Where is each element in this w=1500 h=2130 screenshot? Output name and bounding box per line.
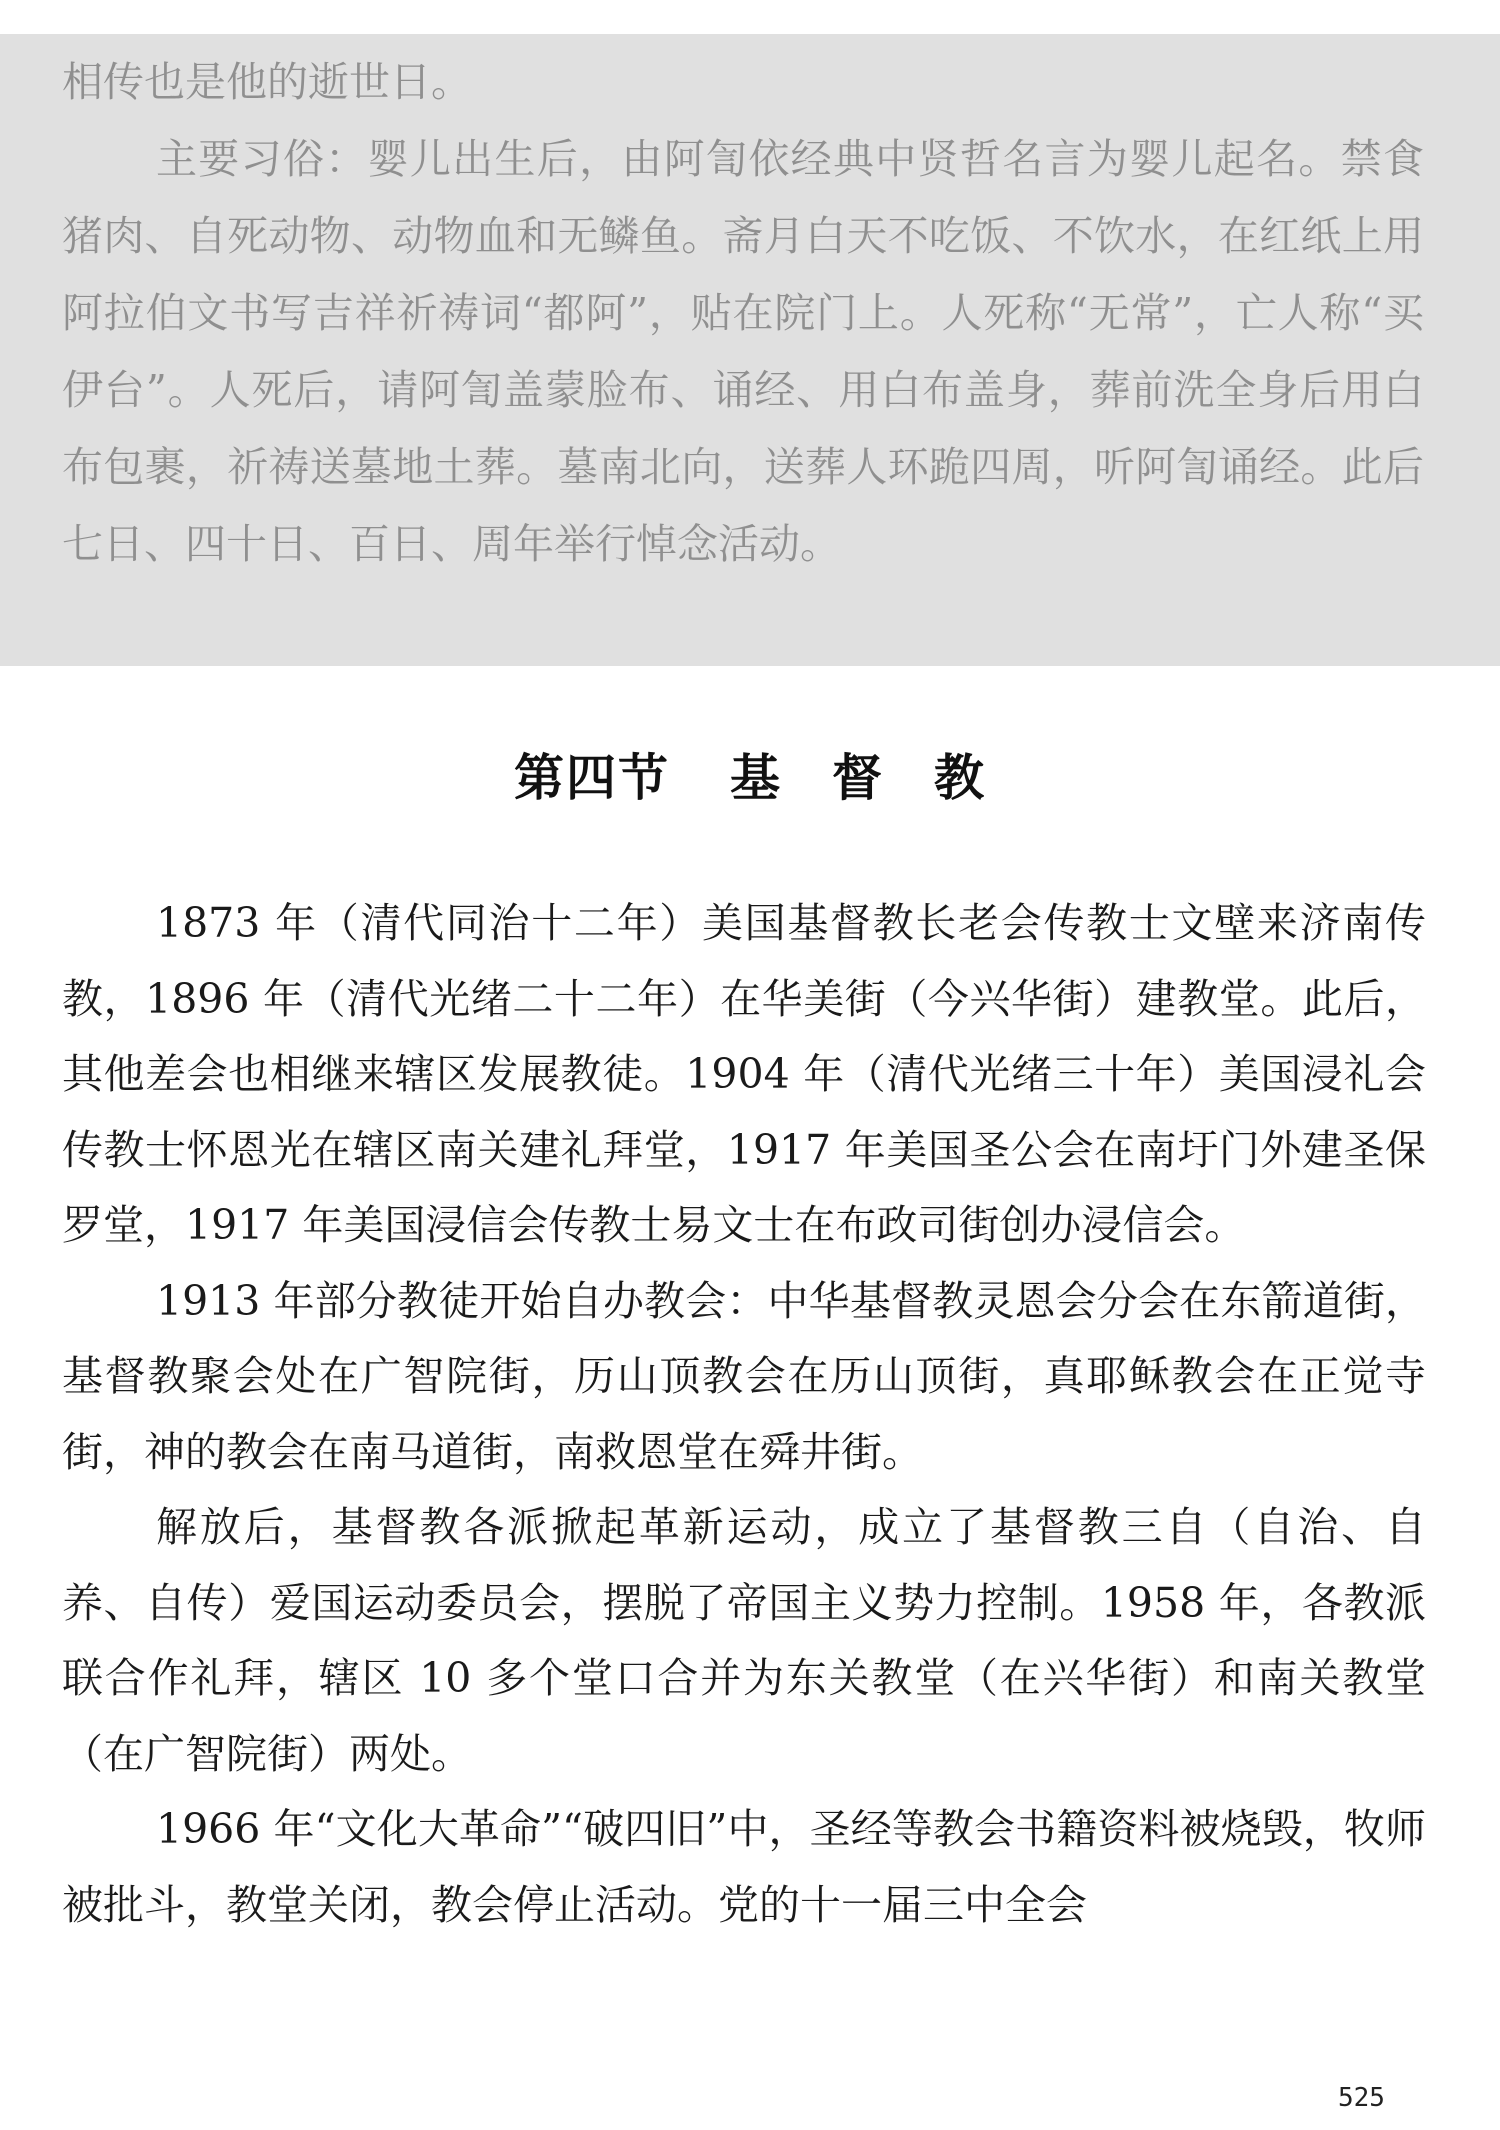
previous-paragraph-1: 相传也是他的逝世日。 xyxy=(62,58,472,106)
section-title-char-3: 教 xyxy=(934,748,986,807)
section-title-char-2: 督 xyxy=(832,748,884,807)
paragraph-2: 1913 年部分教徒开始自办教会：中华基督教灵恩会分会在东箭道街，基督教聚会处在广智院街，历山顶教会在历山顶街，真耶稣教会在正觉寺街，神的教会在南马道街，南救恩堂在舜井街。 xyxy=(62,1276,1426,1476)
section-title-char-1: 基 xyxy=(730,748,782,807)
paragraph-3: 解放后，基督教各派掀起革新运动，成立了基督教三自（自治、自养、自传）爱国运动委员会，摆脱了帝国主义势力控制。1958 年，各教派联合作礼拜，辖区 10 多个堂口合并为东关教堂（在兴华街）和南关教堂（在广智院街）两处。 xyxy=(62,1503,1426,1778)
section-number: 第四节 xyxy=(514,748,670,807)
section-body xyxy=(62,886,1426,1943)
section-heading xyxy=(0,738,1500,810)
paragraph-1: 1873 年（清代同治十二年）美国基督教长老会传教士文壁来济南传教，1896 年（清代光绪二十二年）在华美街（今兴华街）建教堂。此后，其他差会也相继来辖区发展教徒。1904 年（清代光绪三十年）美国浸礼会传教士怀恩光在辖区南关建礼拜堂，1917 年美国圣公会在南圩门外建圣保罗堂，1917 年美国浸信会传教士易文士在布政司街创办浸信会。 xyxy=(62,899,1426,1249)
previous-paragraph-2: 主要习俗：婴儿出生后，由阿訇依经典中贤哲名言为婴儿起名。禁食猪肉、自死动物、动物血和无鳞鱼。斋月白天不吃饭、不饮水，在红纸上用阿拉伯文书写吉祥祈祷词“都阿”，贴在院门上。人死称“无常”，亡人称“买伊台”。人死后，请阿訇盖蒙脸布、诵经、用白布盖身，葬前洗全身后用白布包裹，祈祷送墓地土葬。墓南北向，送葬人环跪四周，听阿訇诵经。此后七日、四十日、百日、周年举行悼念活动。 xyxy=(62,135,1424,568)
page-number: 525 xyxy=(1338,2083,1385,2113)
previous-section-text xyxy=(62,44,1424,583)
paragraph-4: 1966 年“文化大革命”“破四旧”中，圣经等教会书籍资料被烧毁，牧师被批斗，教堂关闭，教会停止活动。党的十一届三中全会 xyxy=(62,1805,1426,1929)
